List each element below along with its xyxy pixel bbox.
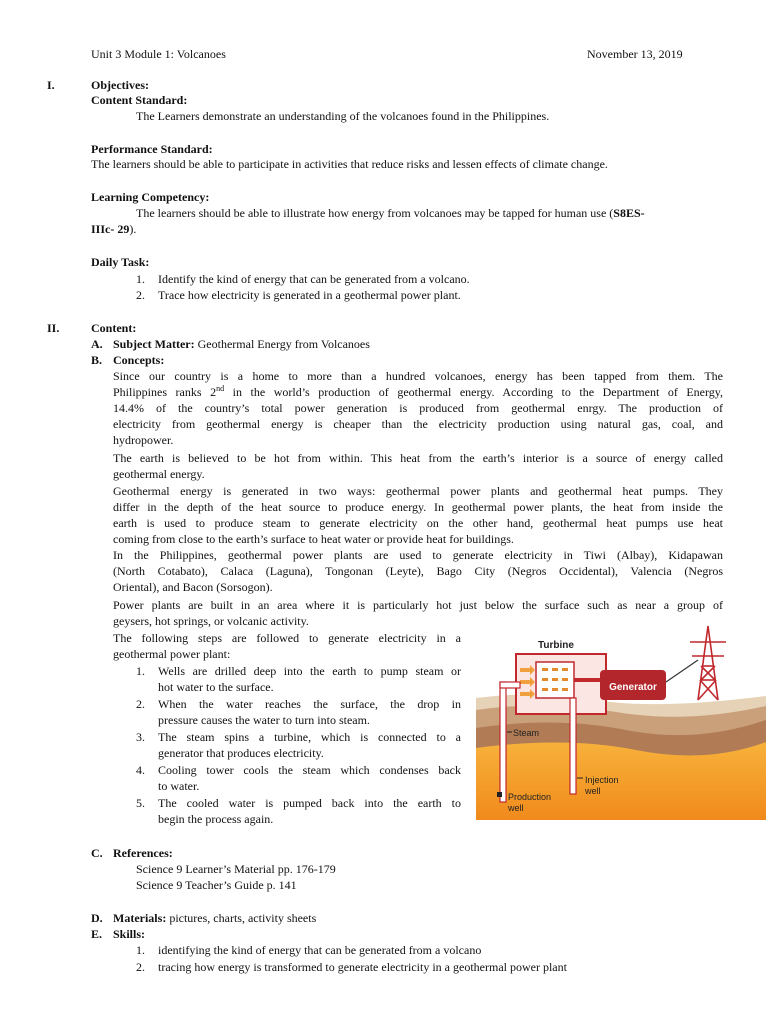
content-heading: Content: [91, 321, 137, 335]
item-letter-a: A. [91, 337, 103, 351]
concepts-label: Concepts: [113, 353, 165, 367]
step-text: Wells are drilled deep into the earth to pump steam or [158, 664, 461, 678]
objectives-heading: Objectives: [91, 78, 149, 92]
generator-label: Generator [609, 682, 657, 693]
references-label: References: [113, 846, 173, 860]
daily-task-num: 1. [136, 272, 145, 286]
concept-line: Since our country is a home to more than a hundred volcanoes, energy has been tapped from them. The [113, 369, 723, 383]
daily-task-heading: Daily Task: [91, 255, 150, 269]
ranks-text: Philippines ranks 2 [113, 385, 217, 399]
subject-matter-text: Geothermal Energy from Volcanoes [197, 337, 370, 351]
step-text: to water. [158, 779, 200, 793]
concept-line: The earth is believed to be hot from within. This heat from the earth’s interior is a source of energy called [113, 451, 723, 465]
materials-label: Materials: [113, 911, 167, 925]
concept-line: hydropower. [113, 433, 174, 447]
learning-competency-line-1 [136, 206, 645, 221]
concept-line: coming from close to the earth’s surface to heat water or provide heat for buildings. [113, 532, 514, 546]
concept-line: 14.4% of the country’s total power generation is produced from geothermal enrgy. The production of [113, 401, 723, 415]
step-text: begin the process again. [158, 812, 274, 826]
step-num: 4. [136, 763, 145, 777]
step-num: 5. [136, 796, 145, 810]
skill-text: tracing how energy is transformed to generate electricity in a geothermal power plant [158, 960, 567, 974]
reference-item: Science 9 Learner’s Material pp. 176-179 [136, 862, 336, 876]
steam-label: Steam [513, 728, 540, 738]
reference-item: Science 9 Teacher’s Guide p. 141 [136, 878, 297, 892]
competency-closing: ). [129, 222, 137, 236]
materials-text: pictures, charts, activity sheets [169, 911, 317, 925]
item-letter-d: D. [91, 911, 103, 925]
concept-line: geothermal power plant: [113, 647, 231, 661]
header-date: November 13, 2019 [587, 47, 683, 61]
concept-line: differ in the depth of the heat source to produce energy. In geothermal power plants, the heat from inside the [113, 500, 723, 514]
section-numeral-content: II. [47, 321, 60, 335]
competency-code-part-1: S8ES- [613, 206, 645, 220]
subject-matter [113, 337, 370, 352]
production-label-1: Production [508, 792, 552, 802]
step-text: When the water reaches the surface, the drop in [158, 697, 461, 711]
concept-line: Geothermal energy is generated in two ways: geothermal power plants and geothermal heat pumps. They [113, 484, 723, 498]
concept-line: geysers, hot springs, or volcanic activity. [113, 614, 309, 628]
concept-line: Power plants are built in an area where it is particularly hot just below the surface such as near a group of [113, 598, 723, 612]
step-num: 2. [136, 697, 145, 711]
concept-line: The following steps are followed to generate electricity in a [113, 631, 461, 645]
ranks-superscript: nd [216, 384, 225, 393]
concept-line: electricity from geothermal energy is cheaper than the electricity production using natural gas, coal, and [113, 417, 723, 431]
step-num: 3. [136, 730, 145, 744]
header-unit-title: Unit 3 Module 1: Volcanoes [91, 47, 226, 61]
step-text: The steam spins a turbine, which is connected to a [158, 730, 461, 744]
injection-label-1: Injection [585, 775, 619, 785]
daily-task-text: Trace how electricity is generated in a geothermal power plant. [158, 288, 461, 302]
learning-competency-text: The learners should be able to illustrate how energy from volcanoes may be tapped for human use ( [136, 206, 614, 220]
subject-matter-label: Subject Matter: [113, 337, 195, 351]
ranks-text-continued: in the world’s production of geothermal energy. According to the Department of Energy, [224, 385, 724, 399]
turbine-label: Turbine [538, 640, 574, 651]
step-text: The cooled water is pumped back into the earth to [158, 796, 461, 810]
injection-label-2: well [585, 786, 601, 796]
power-line [666, 660, 698, 682]
production-marker [497, 792, 502, 797]
item-letter-e: E. [91, 927, 103, 941]
section-numeral-objectives: I. [47, 78, 55, 92]
skills-label: Skills: [113, 927, 146, 941]
step-num: 1. [136, 664, 145, 678]
concept-line: (North Cotabato), Calaca (Laguna), Tongonan (Leyte), Bago City (Negros Occidental), Valencia (Negros [113, 564, 723, 578]
concept-line-ranks [113, 385, 723, 400]
transmission-tower [690, 626, 726, 700]
materials [113, 911, 316, 926]
content-standard-heading: Content Standard: [91, 93, 188, 107]
concept-line: In the Philippines, geothermal power plants are used to generate electricity in Tiwi (Albay), Kidapawan [113, 548, 723, 562]
skill-text: identifying the kind of energy that can be generated from a volcano [158, 943, 482, 957]
performance-standard-heading: Performance Standard: [91, 142, 213, 156]
step-text: hot water to the surface. [158, 680, 274, 694]
concept-line: geothermal energy. [113, 467, 205, 481]
drive-shaft [574, 678, 600, 682]
skill-num: 1. [136, 943, 145, 957]
learning-competency-heading: Learning Competency: [91, 190, 210, 204]
step-text: pressure causes the water to turn into steam. [158, 713, 370, 727]
concept-line: earth is used to produce steam to generate electricity on the other hand, geothermal heat pumps use heat [113, 516, 723, 530]
daily-task-num: 2. [136, 288, 145, 302]
daily-task-text: Identify the kind of energy that can be generated from a volcano. [158, 272, 470, 286]
production-label-2: well [508, 803, 524, 813]
item-letter-b: B. [91, 353, 103, 367]
performance-standard-text: The learners should be able to participate in activities that reduce risks and lessen effects of climate change. [91, 157, 608, 171]
geothermal-plant-diagram [476, 620, 766, 820]
step-text: generator that produces electricity. [158, 746, 324, 760]
injection-well-pipe [570, 698, 576, 794]
item-letter-c: C. [91, 846, 103, 860]
steam-flow-arrows [520, 665, 535, 699]
skill-num: 2. [136, 960, 145, 974]
step-text: Cooling tower cools the steam which condenses back [158, 763, 461, 777]
concept-line: Oriental), and Bacon (Sorsogon). [113, 580, 273, 594]
learning-competency-line-2 [91, 222, 136, 237]
content-standard-text: The Learners demonstrate an understanding of the volcanoes found in the Philippines. [136, 109, 550, 123]
competency-code-part-2: IIIc- 29 [91, 222, 130, 236]
